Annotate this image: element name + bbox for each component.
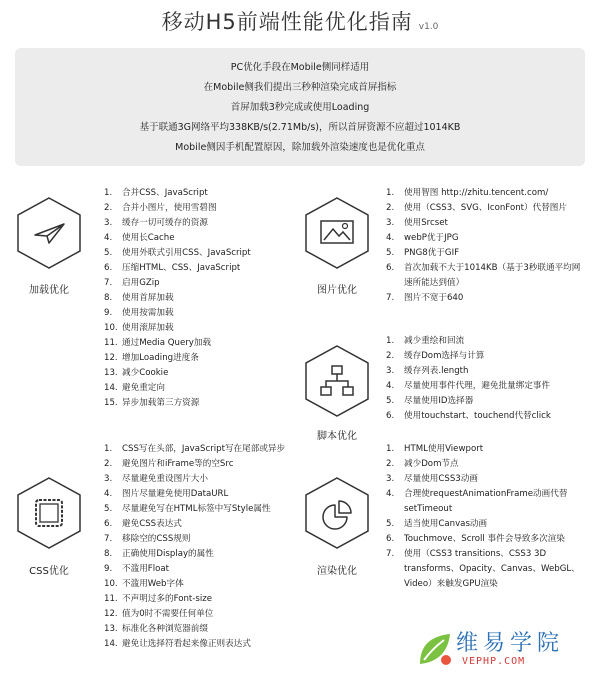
list-item (386, 487, 584, 517)
list-item-text: 尽量避免写在HTML标签中写Style属性 (122, 504, 271, 514)
list-item-number: 1. (104, 444, 113, 454)
list-item (104, 517, 300, 532)
list-item (386, 457, 584, 472)
list-item-number: 1. (386, 336, 395, 346)
paper-plane-icon (16, 196, 82, 270)
summary-box (15, 48, 585, 166)
list-item (386, 409, 584, 424)
list-item-number: 5. (386, 519, 395, 529)
list-item (386, 394, 584, 409)
list-item-number: 3. (386, 218, 395, 228)
list-item (386, 216, 584, 231)
section-label-loading: 加载优化 (29, 285, 69, 296)
summary-line: 首屏加载3秒完成或使用Loading (230, 102, 370, 113)
list-item-text: 值为0时不需要任何单位 (122, 609, 214, 619)
list-item (104, 637, 300, 652)
list-item-number: 6. (386, 534, 395, 544)
list-item-number: 6. (104, 263, 113, 273)
list-item-text: 首次加载不大于1014KB（基于3秒联通平均网速所能达到值） (404, 263, 581, 288)
list-item (104, 291, 294, 306)
list-item-number: 1. (386, 444, 395, 454)
list-item (104, 532, 300, 547)
list-item-text: 正确使用Display的属性 (122, 549, 214, 559)
list-item-text: 异步加载第三方资源 (122, 398, 200, 408)
section-label-css: CSS优化 (29, 566, 69, 577)
list-item-number: 2. (386, 203, 395, 213)
list-item-text: 避免CSS表达式 (122, 519, 182, 529)
list-item-text: CSS写在头部，JavaScript写在尾部或异步 (122, 444, 286, 454)
list-item-text: 增加Loading进度条 (122, 353, 199, 363)
stamp-icon (16, 476, 82, 550)
list-item (386, 547, 584, 592)
list-item-number: 13. (104, 624, 118, 634)
section-label-render: 渲染优化 (317, 566, 357, 577)
list-item-number: 9. (104, 564, 113, 574)
list-item (104, 592, 300, 607)
list-item-number: 5. (104, 504, 113, 514)
page-title (0, 6, 600, 36)
list-item-number: 8. (104, 293, 113, 303)
list-item-number: 1. (386, 188, 395, 198)
list-item-text: 适当使用Canvas动画 (404, 519, 488, 529)
list-item-text: 使用按需加载 (122, 308, 174, 318)
list-item (386, 246, 584, 261)
list-item-text: 尽量避免重设图片大小 (122, 474, 208, 484)
list-item (386, 532, 584, 547)
list-item-number: 3. (386, 366, 395, 376)
list-item-text: 使用（CSS3 transitions、CSS3 3D transforms、Opacity、Canvas、WebGL、Video）来触发GPU渲染 (404, 549, 580, 589)
list-item (104, 562, 300, 577)
list-item-number: 15. (104, 398, 118, 408)
list-item-number: 11. (104, 594, 118, 604)
list-item (386, 334, 584, 349)
list-item (104, 487, 300, 502)
list-item-text: 避免重定向 (122, 383, 165, 393)
list-item (104, 547, 300, 562)
list-item-text: 减少Dom节点 (404, 459, 459, 469)
list-item-text: 减少重绘和回流 (404, 336, 465, 346)
list-item (386, 379, 584, 394)
list-item (104, 321, 294, 336)
list-item (104, 577, 300, 592)
list-item-number: 5. (104, 248, 113, 258)
list-item-text: 通过Media Query加载 (122, 338, 212, 348)
list-item-text: HTML使用Viewport (404, 444, 484, 454)
list-item-text: 缓存列表.length (404, 366, 469, 376)
section-label-image: 图片优化 (317, 285, 357, 296)
sitemap-icon (304, 344, 370, 418)
list-item (104, 246, 294, 261)
list-item-text: 合理使requestAnimationFrame动画代替setTimeout (404, 489, 568, 514)
image-icon (304, 196, 370, 270)
list-item-text: 移除空的CSS规则 (122, 534, 191, 544)
list-item-number: 8. (104, 549, 113, 559)
list-item-text: 不滥用Web字体 (122, 579, 184, 589)
list-item-number: 10. (104, 579, 118, 589)
list-item-text: 图片尽量避免使用DataURL (122, 489, 229, 499)
list-item-text: 尽量使用事件代理，避免批量绑定事件 (404, 381, 551, 391)
list-item-number: 2. (104, 203, 113, 213)
list-item-number: 4. (386, 233, 395, 243)
list-item (104, 442, 300, 457)
list-item-number: 5. (386, 248, 395, 258)
list-item-number: 7. (386, 549, 395, 559)
list-item-text: PNG8优于GIF (404, 248, 460, 258)
css-list (104, 442, 300, 652)
script-list (386, 334, 584, 424)
summary-line: Mobile侧因手机配置原因，除加载外渲染速度也是优化重点 (175, 142, 425, 153)
list-item (386, 442, 584, 457)
list-item-text: 启用GZip (122, 278, 160, 288)
list-item-number: 6. (386, 411, 395, 421)
list-item (386, 291, 584, 306)
list-item-number: 7. (104, 278, 113, 288)
list-item (386, 186, 584, 201)
list-item-number: 7. (386, 293, 395, 303)
summary-line: 在Mobile侧我们提出三秒种渲染完成首屏指标 (203, 82, 397, 93)
list-item-number: 12. (104, 609, 118, 619)
list-item-number: 11. (104, 338, 118, 348)
list-item-number: 2. (386, 351, 395, 361)
list-item-text: 压缩HTML、CSS、JavaScript (122, 263, 241, 273)
list-item-number: 7. (104, 534, 113, 544)
list-item (104, 231, 294, 246)
list-item (386, 517, 584, 532)
title-text: 移动H5前端性能优化指南 (161, 10, 413, 34)
list-item (104, 306, 294, 321)
list-item-number: 4. (386, 489, 395, 499)
list-item-number: 14. (104, 383, 118, 393)
list-item-number: 5. (386, 396, 395, 406)
list-item-number: 12. (104, 353, 118, 363)
list-item-text: 使用智图 http://zhitu.tencent.com/ (404, 188, 549, 198)
watermark-en: VEPHP.COM (462, 656, 526, 667)
list-item (104, 622, 300, 637)
list-item-text: 使用Srcset (404, 218, 448, 228)
list-item-text: 缓存Dom选择与计算 (404, 351, 485, 361)
list-item-number: 3. (386, 474, 395, 484)
list-item (104, 201, 294, 216)
list-item (104, 216, 294, 231)
list-item-number: 1. (104, 188, 113, 198)
list-item-text: 使用滚屏加载 (122, 323, 174, 333)
list-item-text: webP优于JPG (404, 233, 459, 243)
list-item-text: 尽量使用CSS3动画 (404, 474, 478, 484)
list-item-text: 合并小图片，使用雪碧图 (122, 203, 217, 213)
list-item (104, 366, 294, 381)
leaf-logo-icon (416, 630, 454, 668)
list-item (386, 349, 584, 364)
list-item (104, 336, 294, 351)
list-item-text: 使用外联式引用CSS、JavaScript (122, 248, 251, 258)
list-item-text: 标准化各种浏览器前缀 (122, 624, 208, 634)
list-item-text: 缓存一切可缓存的资源 (122, 218, 208, 228)
list-item-text: 不声明过多的Font-size (122, 594, 213, 604)
list-item (104, 502, 300, 517)
list-item (104, 186, 294, 201)
list-item-text: 使用touchstart、touchend代替click (404, 411, 551, 421)
list-item (104, 276, 294, 291)
summary-line: PC优化手段在Mobile侧同样适用 (230, 62, 370, 73)
loading-list (104, 186, 294, 411)
list-item-number: 4. (104, 489, 113, 499)
watermark-cn: 维易学院 (456, 631, 565, 656)
section-label-script: 脚本优化 (317, 431, 357, 442)
list-item-text: 合并CSS、JavaScript (122, 188, 208, 198)
list-item-number: 13. (104, 368, 118, 378)
list-item-number: 6. (386, 263, 395, 273)
list-item-text: 尽量使用ID选择器 (404, 396, 474, 406)
list-item-number: 4. (386, 381, 395, 391)
list-item-text: 使用首屏加载 (122, 293, 174, 303)
version-label: v1.0 (418, 22, 439, 32)
list-item (386, 364, 584, 379)
list-item (104, 607, 300, 622)
list-item-number: 6. (104, 519, 113, 529)
pie-chart-icon (304, 476, 370, 550)
list-item (386, 472, 584, 487)
list-item-number: 4. (104, 233, 113, 243)
list-item (104, 396, 294, 411)
list-item-number: 3. (104, 474, 113, 484)
list-item (104, 457, 300, 472)
list-item (386, 201, 584, 216)
list-item-number: 10. (104, 323, 118, 333)
list-item (386, 231, 584, 246)
image-list (386, 186, 584, 306)
watermark-logo (416, 628, 596, 678)
list-item-number: 14. (104, 639, 118, 649)
list-item (104, 351, 294, 366)
list-item-text: 避免让选择符看起来像正则表达式 (122, 639, 251, 649)
list-item-number: 9. (104, 308, 113, 318)
list-item-number: 3. (104, 218, 113, 228)
list-item (386, 261, 584, 291)
list-item-text: 减少Cookie (122, 368, 169, 378)
list-item (104, 472, 300, 487)
list-item-text: 避免图片和iFrame等的空Src (122, 459, 234, 469)
list-item-number: 2. (386, 459, 395, 469)
list-item-text: 不滥用Float (122, 564, 170, 574)
list-item-number: 2. (104, 459, 113, 469)
list-item-text: 使用长Cache (122, 233, 175, 243)
list-item-text: 使用（CSS3、SVG、IconFont）代替图片 (404, 203, 567, 213)
list-item (104, 381, 294, 396)
summary-line: 基于联通3G网络平均338KB/s(2.71Mb/s)，所以首屏资源不应超过1014KB (139, 122, 461, 133)
list-item-text: 图片不宽于640 (404, 293, 464, 303)
render-list (386, 442, 584, 592)
list-item (104, 261, 294, 276)
list-item-text: Touchmove、Scroll 事件会导致多次渲染 (404, 534, 565, 544)
